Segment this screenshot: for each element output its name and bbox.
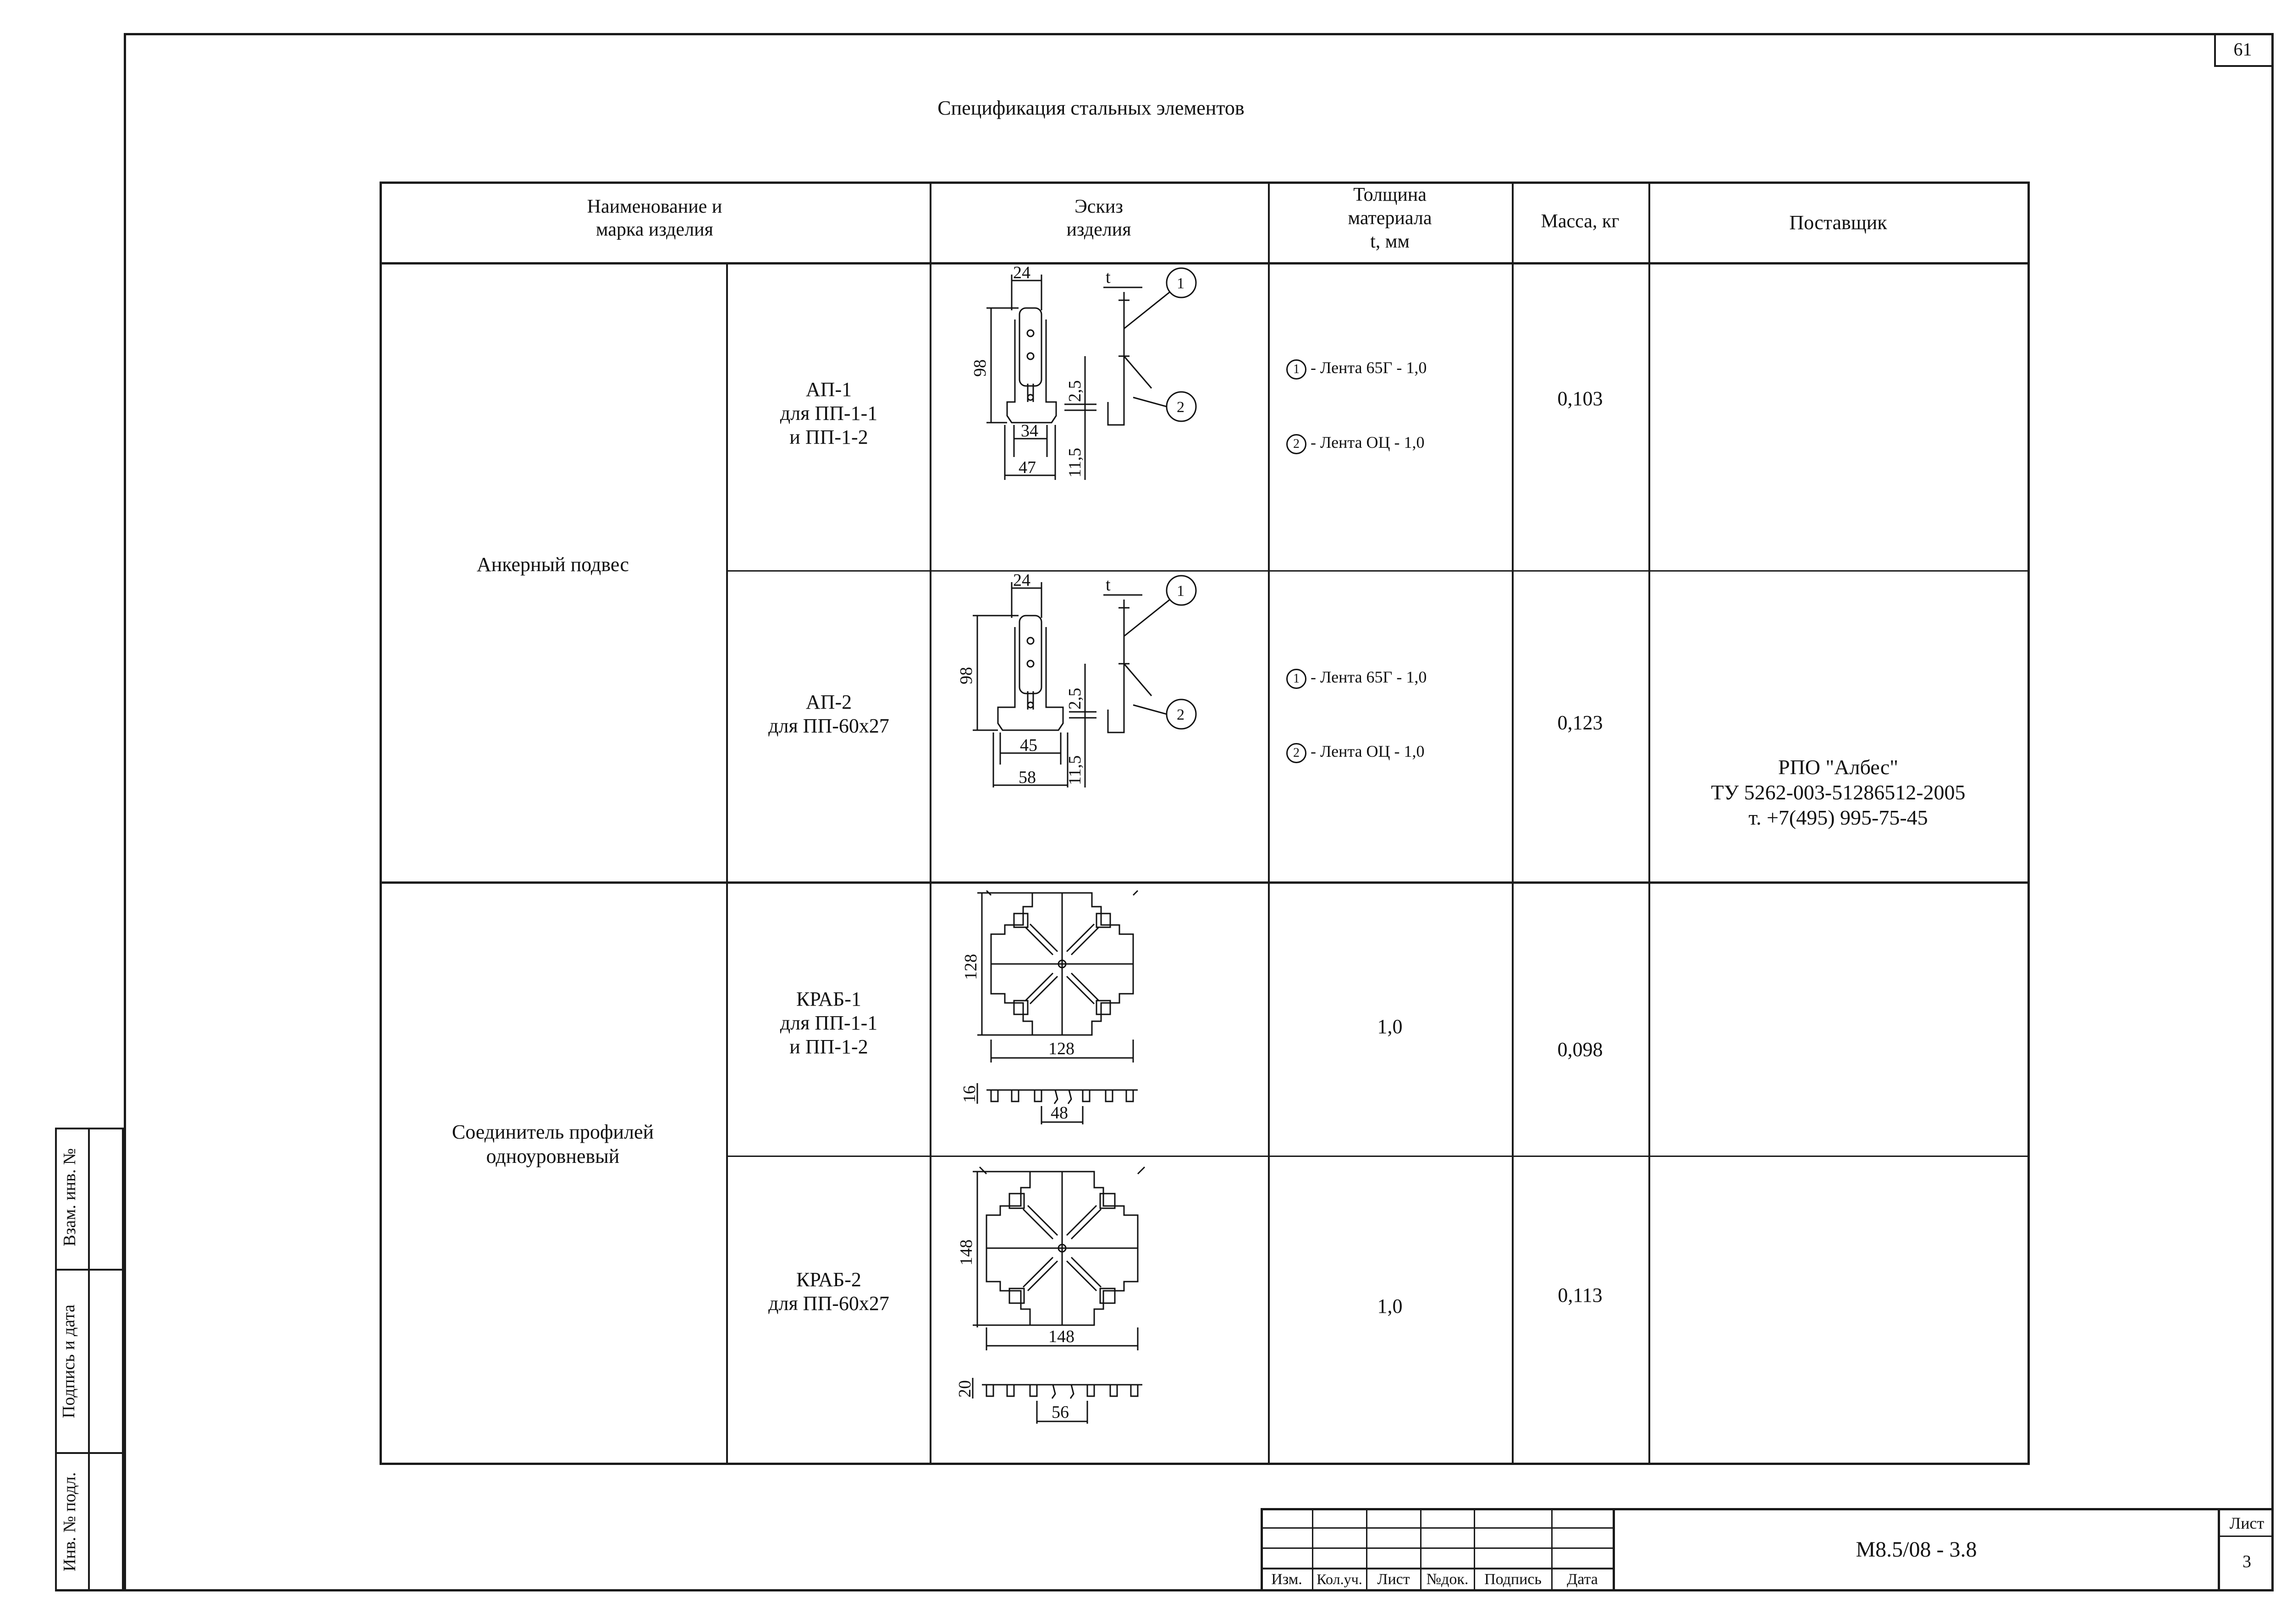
callout-1-ap1: 1	[1177, 275, 1185, 292]
header-thickness: Толщина материала t, мм	[1348, 184, 1432, 253]
side-stamp-divider-v	[88, 1128, 90, 1591]
sketch-krab1	[931, 884, 1268, 1156]
sketch-ap1	[931, 264, 1268, 570]
material-ap2-1: 1 - Лента 65Г - 1,0	[1286, 667, 1427, 689]
dim-outer-ap1: 47	[1019, 458, 1036, 477]
dim-side-v-krab1: 128	[961, 954, 981, 980]
dim-top-ap1: 24	[1013, 263, 1030, 282]
circled-number-2-icon: 2	[1286, 743, 1306, 763]
side-stamp-inv: Инв. № подл.	[60, 1472, 79, 1572]
dim-t-ap1: t	[1106, 268, 1111, 287]
circled-number-1-icon: 1	[1286, 669, 1306, 689]
dim-depth-krab1: 16	[960, 1085, 979, 1103]
mass-krab1: 0,098	[1557, 1038, 1603, 1061]
spec-table	[380, 182, 2030, 1465]
mass-ap1: 0,103	[1557, 387, 1603, 410]
corner-sheet-number: 61	[2233, 39, 2252, 60]
callout-1-ap2: 1	[1177, 583, 1185, 600]
dim-leg-krab2: 56	[1052, 1403, 1069, 1422]
tb-header-ndok: №док.	[1426, 1571, 1469, 1588]
dim-tail-ap1: 11,5	[1065, 447, 1085, 478]
dim-outer-ap2: 58	[1019, 768, 1036, 787]
callout-2-ap1: 2	[1177, 399, 1185, 416]
tb-header-izm: Изм.	[1271, 1571, 1302, 1588]
thickness-krab2: 1,0	[1377, 1295, 1403, 1317]
frame-left	[124, 33, 126, 1591]
circled-number-1-icon: 1	[1286, 359, 1306, 380]
dim-bend-ap1: 2,5	[1065, 380, 1085, 402]
dim-depth-krab2: 20	[955, 1380, 975, 1398]
sketch-krab2	[931, 1158, 1268, 1463]
header-supplier: Поставщик	[1789, 211, 1887, 234]
tb-header-data: Дата	[1567, 1571, 1598, 1588]
mark-krab2: КРАБ-2 для ПП-60х27	[768, 1268, 889, 1315]
header-mass: Масса, кг	[1541, 211, 1620, 232]
material-ap1-2: 2 - Лента ОЦ - 1,0	[1286, 433, 1425, 454]
sketch-ap2	[931, 572, 1268, 881]
side-stamp-divider-1	[55, 1269, 124, 1271]
tb-header-kol: Кол.уч.	[1317, 1571, 1362, 1587]
dim-side-h-krab2: 148	[1048, 1327, 1074, 1346]
dim-bend-ap2: 2,5	[1065, 688, 1085, 710]
frame-right	[2271, 33, 2274, 1591]
group-anchor-hanger: Анкерный подвес	[476, 553, 629, 576]
dim-leg-krab1: 48	[1051, 1103, 1068, 1123]
dim-top-ap2: 24	[1013, 571, 1030, 590]
side-stamp-podpis: Подпись и дата	[59, 1304, 78, 1419]
circled-number-2-icon: 2	[1286, 434, 1306, 454]
tb-header-list: Лист	[1377, 1571, 1410, 1588]
mass-krab2: 0,113	[1558, 1284, 1603, 1306]
callout-2-ap2: 2	[1177, 706, 1185, 723]
mark-ap2: АП-2 для ПП-60х27	[768, 691, 889, 737]
group-profile-connector: Соединитель профилей одноуровневый	[452, 1121, 654, 1167]
page-title: Спецификация стальных элементов	[937, 97, 1245, 119]
dim-tail-ap2: 11,5	[1065, 755, 1085, 785]
dim-side-h-krab1: 128	[1048, 1039, 1074, 1058]
frame-top	[124, 33, 2274, 35]
header-sketch: Эскиз изделия	[1066, 196, 1131, 241]
dim-inner-ap2: 45	[1020, 736, 1037, 755]
mark-ap1: АП-1 для ПП-1-1 и ПП-1-2	[780, 378, 878, 448]
tb-header-podpis: Подпись	[1484, 1571, 1542, 1588]
supplier-info: РПО "Албес" ТУ 5262-003-51286512-2005 т. +7(495) 995-75-45	[1711, 755, 1966, 830]
material-ap2-2: 2 - Лента ОЦ - 1,0	[1286, 742, 1425, 763]
dim-height-ap2: 98	[957, 667, 976, 684]
material-ap1-1: 1 - Лента 65Г - 1,0	[1286, 358, 1427, 380]
sheet-number: 3	[2242, 1552, 2251, 1571]
mark-krab1: КРАБ-1 для ПП-1-1 и ПП-1-2	[780, 988, 878, 1058]
side-stamp-vzam: Взам. инв. №	[60, 1148, 79, 1247]
title-block	[1261, 1508, 2274, 1591]
mass-ap2: 0,123	[1557, 711, 1603, 734]
dim-side-v-krab2: 148	[957, 1239, 976, 1266]
header-name: Наименование и марка изделия	[587, 196, 722, 241]
sheet-label: Лист	[2229, 1514, 2264, 1532]
dim-t-ap2: t	[1106, 575, 1111, 595]
doc-code: М8.5/08 - 3.8	[1856, 1537, 1977, 1562]
dim-inner-ap1: 34	[1021, 421, 1038, 440]
thickness-krab1: 1,0	[1377, 1015, 1403, 1038]
dim-height-ap1: 98	[970, 359, 990, 377]
